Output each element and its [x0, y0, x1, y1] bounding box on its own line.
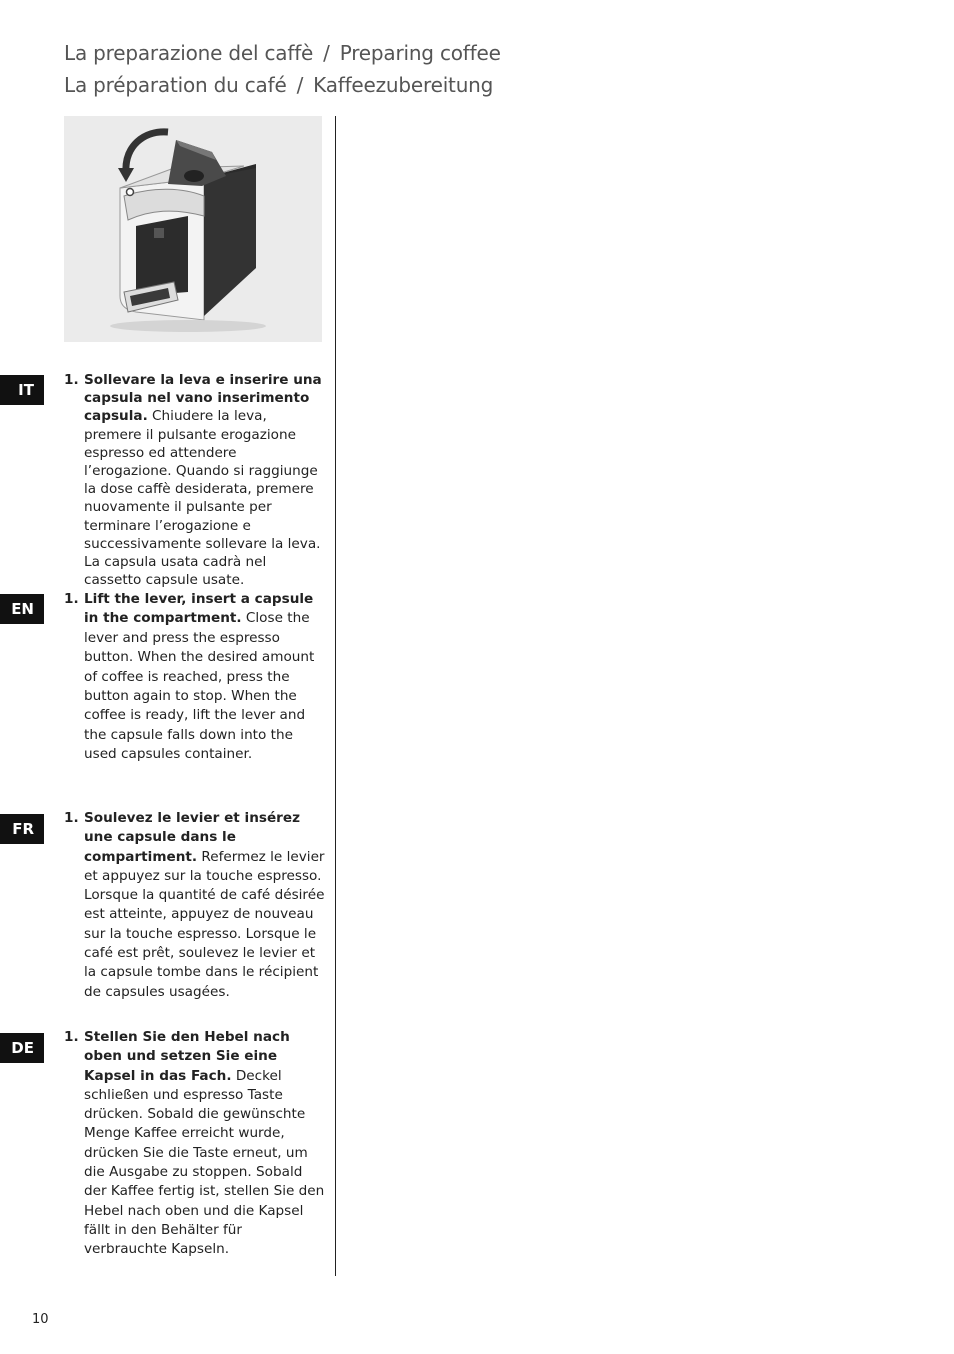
- title-de: Kaffeezubereitung: [313, 73, 494, 97]
- title-separator: /: [323, 41, 330, 65]
- coffee-machine-lever-open-icon: [64, 116, 322, 342]
- page-title-line-2: [64, 73, 493, 97]
- instruction-step-fr: [64, 809, 326, 1002]
- step-heading: Stellen Sie den Hebel nach oben und setzen Sie eine Kapsel in das Fach.: [84, 1029, 290, 1084]
- title-fr: La préparation du café: [64, 73, 287, 97]
- language-tab-it: IT: [0, 375, 44, 405]
- step-number: 1.: [64, 372, 79, 388]
- step-number: 1.: [64, 810, 79, 826]
- coffee-machine-illustration: [64, 116, 322, 342]
- step-text: Deckel schließen und espresso Taste drücken. Sobald die gewünschte Menge Kaffee erreicht wurde, drücken Sie die Taste erneut, um die Ausgabe zu stoppen. Sobald der Kaffee fertig ist, stellen Sie den Hebel nach oben und die Kapsel fällt in den Behälter für verbrauchte Kapseln.: [84, 1067, 325, 1258]
- step-number: 1.: [64, 591, 79, 607]
- step-heading: Lift the lever, insert a capsule in the compartment.: [84, 591, 314, 627]
- instruction-step-it: [64, 371, 326, 589]
- step-text: Refermez le levier et appuyez sur la touche espresso. Lorsque la quantité de café désirée est atteinte, appuyez de nouveau sur la touche espresso. Lorsque le café est prêt, soulevez le levier et la capsule tombe dans le récipient de capsules usagées.: [84, 848, 325, 1000]
- step-text: Chiudere la leva, premere il pulsante erogazione espresso ed attendere l’erogazione. Quando si raggiunge la dose caffè desiderata, premere nuovamente il pulsante per terminare l’erogazione e successivamente sollevare la leva. La capsula usata cadrà nel cassetto capsule usate.: [84, 408, 321, 589]
- title-separator: /: [296, 73, 304, 97]
- step-text: Close the lever and press the espresso button. When the desired amount of coffee is reached, press the button again to stop. When the coffee is ready, lift the lever and the capsule falls down into the used capsules container.: [84, 610, 315, 763]
- page-title-line-1: [64, 41, 501, 65]
- instruction-step-en: [64, 590, 326, 765]
- language-tab-en: EN: [0, 594, 44, 624]
- step-number: 1.: [64, 1029, 79, 1045]
- column-divider: [335, 116, 336, 1276]
- instruction-step-de: [64, 1028, 326, 1260]
- page-number: 10: [32, 1312, 49, 1327]
- language-tab-fr: FR: [0, 814, 44, 844]
- title-en: Preparing coffee: [339, 41, 501, 65]
- step-heading: Sollevare la leva e inserire una capsula nel vano inserimento capsula.: [84, 372, 322, 425]
- language-tab-de: DE: [0, 1033, 44, 1063]
- step-heading: Soulevez le levier et insérez une capsule dans le compartiment.: [84, 810, 301, 865]
- title-it: La preparazione del caffè: [64, 41, 314, 65]
